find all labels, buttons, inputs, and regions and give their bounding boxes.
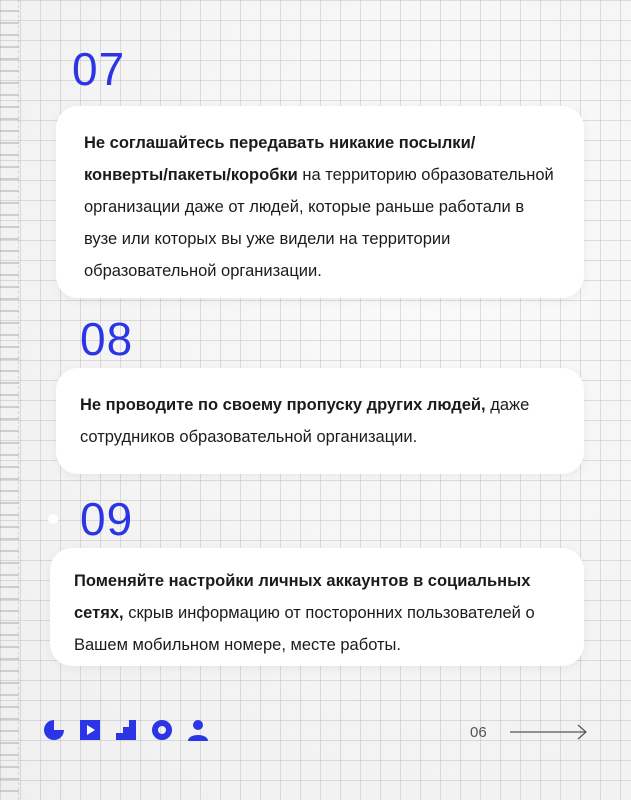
card-text: скрыв информацию от посторонних пользователей о Вашем мобильном номере, месте работы.	[74, 604, 535, 654]
item-number-07: 07	[72, 43, 126, 95]
person-icon	[186, 718, 210, 742]
card-text: даже сотрудников образовательной организации.	[80, 396, 530, 446]
footer-icons	[42, 718, 210, 742]
pie-shape-icon	[42, 718, 66, 742]
card-bold-text: Не проводите по своему пропуску других людей,	[80, 396, 486, 414]
item-number-08: 08	[80, 313, 134, 365]
card-bold-text: Не соглашайтесь передавать никакие посылки/ конверты/пакеты/коробки	[84, 134, 476, 184]
card-bold-text: Поменяйте настройки личных аккаунтов в социальных сетях,	[74, 572, 531, 622]
info-card-07	[56, 106, 584, 298]
card-text: на территорию образовательной организации даже от людей, которые раньше работали в вузе или которых вы уже видели на территории образовательной организации.	[84, 166, 554, 280]
decor-dot	[48, 514, 58, 524]
arrow-right-icon	[510, 722, 590, 742]
page-number: 06	[470, 724, 487, 741]
item-number-09: 09	[80, 493, 134, 545]
ring-icon	[150, 718, 174, 742]
info-card-09	[50, 548, 584, 666]
play-square-icon	[78, 718, 102, 742]
info-card-08	[56, 368, 584, 474]
notebook-binding	[0, 0, 19, 800]
stairs-icon	[114, 718, 138, 742]
